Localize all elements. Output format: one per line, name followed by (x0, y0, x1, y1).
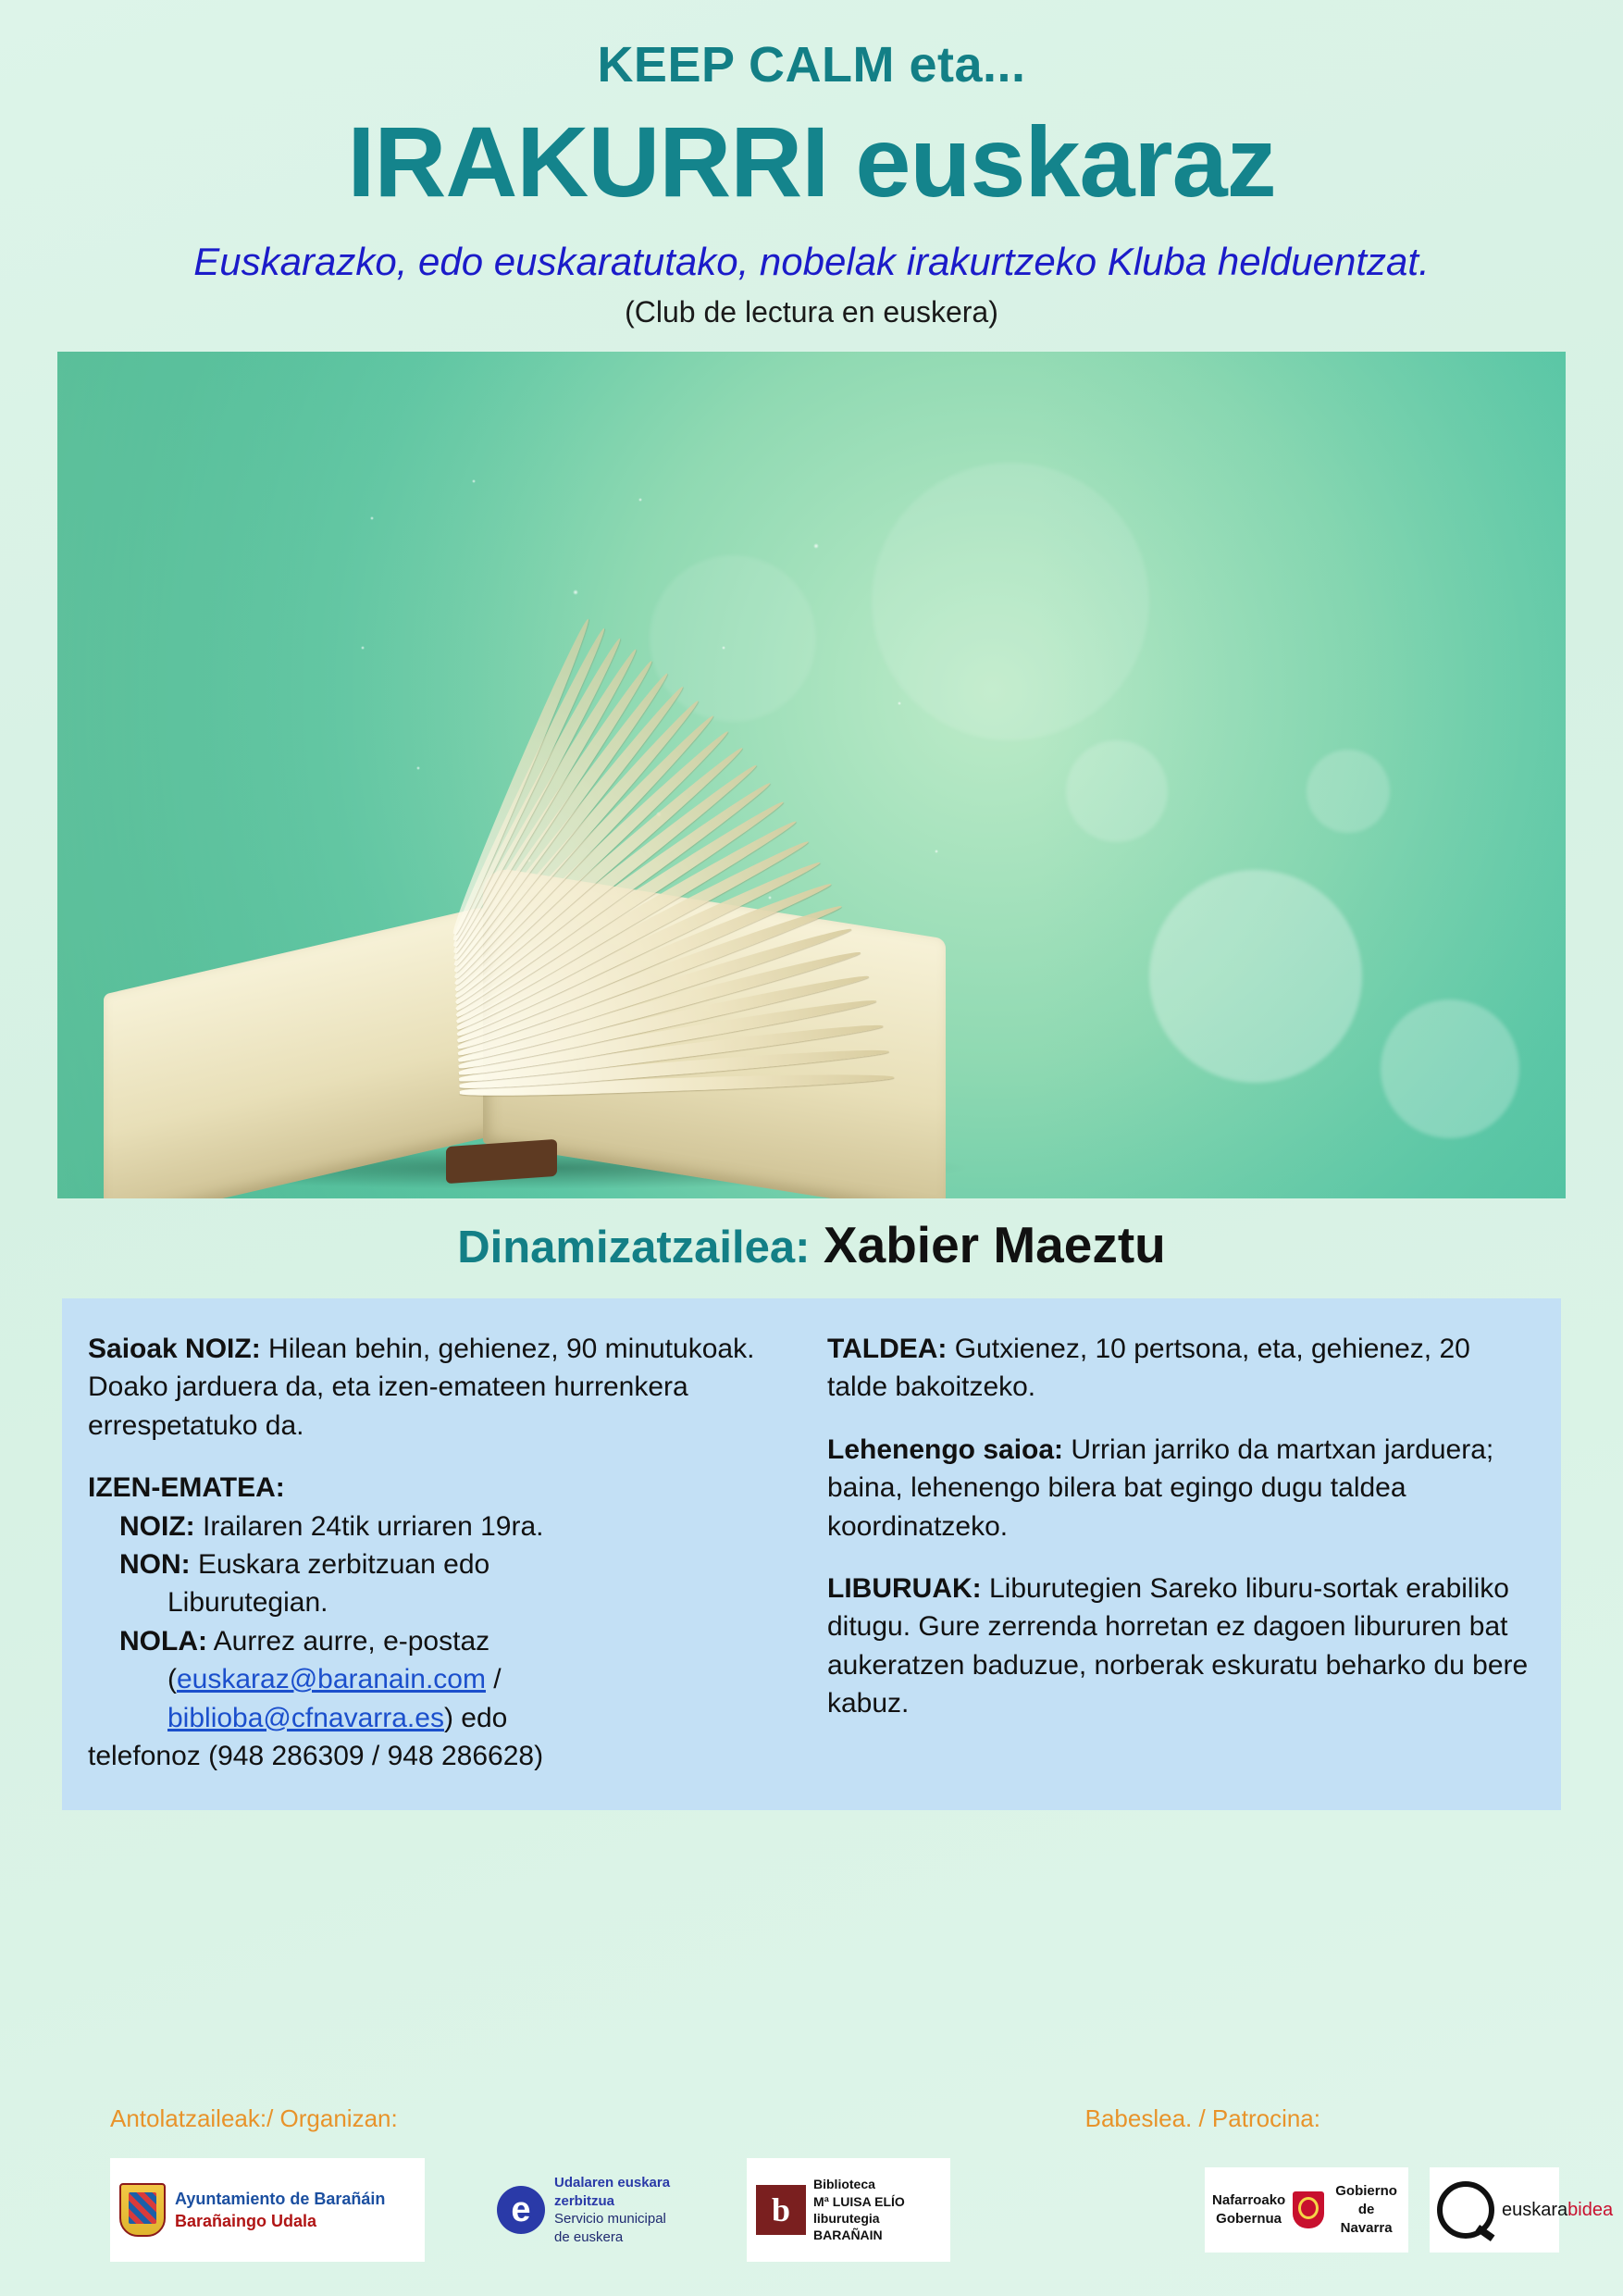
logo-baranain-line1: Ayuntamiento de Barañáin (175, 2189, 386, 2208)
facilitator-name: Xabier Maeztu (823, 1215, 1166, 1273)
book-spine (446, 1139, 557, 1184)
open-book-illustration (94, 791, 983, 1180)
subtitle-eu: Euskarazko, edo euskaratutako, nobelak irakurtzeko Kluba helduentzat. (193, 239, 1430, 283)
first-session-label: Lehenengo saioa: (827, 1433, 1064, 1465)
logo-bidea-text2: bidea (1567, 2199, 1614, 2220)
logo-gobierno-line2: Gobernua (1216, 2211, 1282, 2227)
books-label: LIBURUAK: (827, 1572, 982, 1604)
signup-when-row (88, 1511, 544, 1542)
logo-euskara-text (554, 2174, 670, 2246)
first-session-paragraph (827, 1431, 1535, 1545)
letter-q-icon (1437, 2181, 1494, 2239)
sponsor-label: Babeslea. / Patrocina: (1084, 2104, 1320, 2132)
signup-emails-2 (88, 1703, 507, 1733)
logo-bidea-text (1502, 2200, 1613, 2221)
logo-baranain-line2: Barañaingo Udala (175, 2212, 317, 2230)
email-link-euskaraz[interactable]: euskaraz@baranain.com (177, 1664, 486, 1695)
signup-where-row (88, 1549, 489, 1580)
navarra-shield-icon (1293, 2191, 1324, 2228)
signup-how-text: Aurrez aurre, e-postaz (206, 1625, 490, 1657)
signup-emails: (euskaraz@baranain.com / (167, 1664, 502, 1695)
signup-where-label: NON: (119, 1548, 191, 1580)
logo-baranain-text (175, 2188, 385, 2233)
signup-when-text: Irailaren 24tik urriaren 19ra. (194, 1510, 544, 1542)
logo-gobierno-text-right (1332, 2182, 1401, 2239)
info-column-left (88, 1330, 796, 1775)
logo-biblio-line3: liburutegia (813, 2211, 880, 2226)
signup-how-label: NOLA: (119, 1625, 207, 1657)
info-box (62, 1298, 1561, 1810)
sessions-label: Saioak NOIZ: (88, 1333, 261, 1364)
bokeh-circle (1307, 750, 1390, 833)
email-link-biblioba[interactable]: biblioba@cfnavarra.es (167, 1702, 444, 1733)
signup-label: IZEN-EMATEA: (88, 1472, 285, 1504)
logo-euskara-line4: de euskera (554, 2228, 624, 2245)
facilitator-label: Dinamizatzailea: (457, 1222, 811, 1272)
email-separator: / (485, 1664, 502, 1695)
sessions-text: Hilean behin, gehienez, 90 minutukoak. Doako jarduera da, eta izen-emateen hurrenkera errespetatuko da. (88, 1333, 755, 1441)
first-session-text: Urrian jarriko da martxan jarduera; baina, lehenengo bilera bat egingo dugu taldea koordinatzeko. (827, 1433, 1494, 1542)
books-paragraph (827, 1570, 1535, 1723)
footer-labels (62, 2104, 1561, 2141)
logo-servicio-euskera (497, 2167, 737, 2253)
logo-biblio-text (813, 2176, 905, 2244)
logo-euskara-line1: Udalaren euskara (554, 2175, 671, 2191)
signup-where-text: Euskara zerbitzuan edo (190, 1548, 490, 1580)
logo-euskarabidea (1430, 2167, 1614, 2253)
logo-bidea-text1: euskara (1502, 2199, 1568, 2220)
signup-where-text2: Liburutegian. (167, 1587, 328, 1619)
group-text: Gutxienez, 10 pertsona, eta, gehienez, 20 talde bakoitzeko. (827, 1333, 1470, 1403)
signup-how-row (88, 1626, 489, 1657)
logo-biblio-line2: Mª LUISA ELÍO (813, 2193, 905, 2209)
signup-how-text2: ) edo (443, 1702, 508, 1733)
logo-gobierno-line1: Nafarroako (1212, 2191, 1286, 2208)
organizers-label: Antolatzaileak:/ Organizan: (110, 2104, 398, 2132)
signup-block (88, 1469, 796, 1775)
group-paragraph (827, 1330, 1535, 1407)
info-column-right (827, 1330, 1535, 1775)
bokeh-circle (1066, 740, 1168, 842)
coat-of-arms-icon (119, 2183, 166, 2237)
letter-b-icon: b (756, 2185, 806, 2235)
letter-e-icon: e (497, 2186, 545, 2234)
signup-phone: telefonoz (948 286309 / 948 286628) (88, 1740, 544, 1771)
logo-gobierno-navarra (1205, 2167, 1408, 2253)
books-text: Liburutegien Sareko liburu-sortak erabiliko ditugu. Gure zerrenda horretan ez dagoen libururen bat aukeratzen baduzue, norberak eskuratu beharko du bere kabuz. (827, 1572, 1529, 1719)
hero-image (57, 352, 1566, 1198)
keep-calm-line: KEEP CALM eta... (597, 37, 1026, 93)
logo-biblioteca (747, 2158, 950, 2262)
footer-logos (62, 2153, 1614, 2268)
book-page-fan (460, 858, 941, 1098)
page-title (0, 105, 1623, 217)
sessions-paragraph (88, 1330, 796, 1445)
logo-euskara-line3: Servicio municipal (554, 2211, 666, 2227)
poster-header (0, 0, 1623, 329)
title-part-1: IRAKURRI (347, 105, 829, 217)
logo-biblio-line4: BARAÑAIN (813, 2228, 883, 2243)
subtitle-es: (Club de lectura en euskera) (625, 294, 998, 329)
logo-euskara-line2: zerbitzua (554, 2192, 615, 2209)
title-part-2: euskaraz (855, 105, 1276, 217)
logo-gobierno-text-left (1212, 2191, 1285, 2229)
logo-biblio-line1: Biblioteca (813, 2177, 875, 2192)
bokeh-circle (1381, 999, 1519, 1138)
signup-when-label: NOIZ: (119, 1510, 195, 1542)
bokeh-circle (1149, 870, 1362, 1083)
facilitator-line (0, 1215, 1623, 1274)
group-label: TALDEA: (827, 1333, 948, 1364)
poster-footer (0, 2104, 1623, 2268)
logo-gobierno-line4: de Navarra (1340, 2201, 1393, 2237)
logo-gobierno-line3: Gobierno (1335, 2182, 1397, 2199)
logo-ayuntamiento-baranain (110, 2158, 425, 2262)
